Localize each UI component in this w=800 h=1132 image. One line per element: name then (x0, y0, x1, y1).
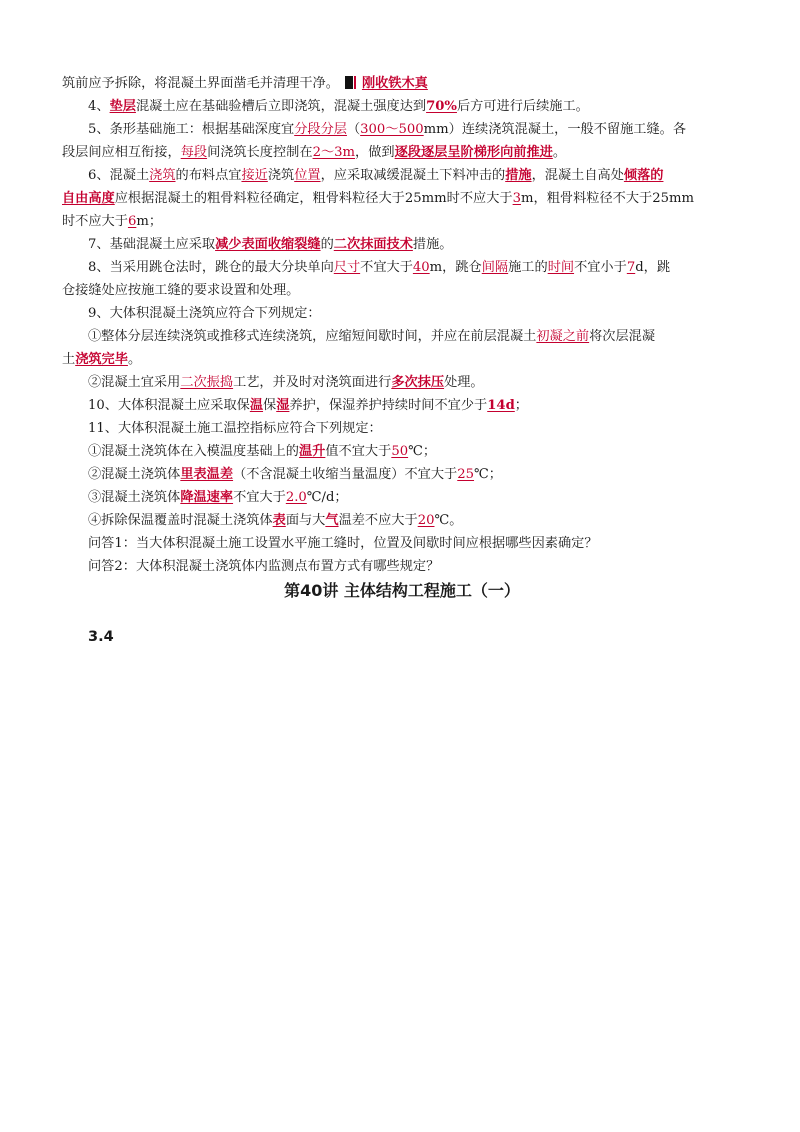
highlight-text: 浇筑完毕 (75, 352, 128, 367)
text-run: 值不宜大于 (325, 444, 392, 459)
text-line (62, 187, 742, 210)
text-line (62, 348, 742, 371)
highlight-text: 二次抹面技术 (333, 237, 413, 252)
text-run: ，应采取减缓混凝土下料冲击的 (320, 168, 506, 183)
highlight-text: 2.0 (285, 490, 307, 505)
highlight-text: 分段分层 (294, 122, 347, 137)
highlight-text: 每段 (180, 145, 208, 160)
text-run: 仓接缝处应按施工缝的要求设置和处理。 (62, 283, 300, 298)
text-run: ℃。 (434, 513, 463, 528)
red-bar-mark (354, 76, 356, 89)
text-line (62, 440, 742, 463)
text-line (62, 394, 742, 417)
text-run: 段层间应相互衔接， (62, 145, 181, 160)
text-run: 11、大体积混凝土施工温控指标应符合下列规定： (88, 421, 382, 436)
text-line (62, 164, 742, 187)
highlight-text: 20 (417, 513, 435, 528)
section-number: 3.4 (88, 629, 114, 645)
text-run: 不宜大于 (360, 260, 413, 275)
highlight-text: 2～3m (312, 145, 356, 160)
text-line (62, 325, 742, 348)
highlight-text: 自由高度 (62, 191, 115, 206)
text-run: ④拆除保温覆盖时混凝土浇筑体 (88, 513, 273, 528)
text-line (62, 279, 742, 302)
text-run: 将次层混凝 (589, 329, 656, 344)
highlight-text: 倾落的 (623, 168, 664, 183)
text-run: 8、当采用跳仓法时，跳仓的最大分块单向 (88, 260, 334, 275)
text-line (62, 486, 742, 509)
highlight-text: 里表温差 (180, 467, 234, 482)
highlight-text: 垫层 (109, 99, 136, 114)
highlight-text: 温 (249, 398, 264, 413)
text-line (62, 118, 742, 141)
highlight-text: 25 (457, 467, 475, 482)
highlight-text: 300～500 (360, 122, 424, 137)
text-run: mm）连续浇筑混凝土，一般不留施工缝。各 (423, 122, 687, 137)
text-run: ②混凝土宜采用 (88, 375, 181, 390)
highlight-text: 减少表面收缩裂缝 (215, 237, 321, 252)
text-run: 浇筑 (267, 168, 295, 183)
highlight-text: 14d (487, 398, 515, 413)
text-run: 4、 (88, 99, 110, 114)
highlight-text: 50 (391, 444, 409, 459)
highlight-text: 接近 (241, 168, 268, 183)
text-run: 措施。 (412, 237, 453, 252)
text-run: 施工的 (508, 260, 548, 275)
text-line (62, 371, 742, 394)
highlight-text: 气 (325, 513, 339, 528)
text-run: （ (346, 122, 361, 137)
text-run: 混凝土应在基础验槽后立即浇筑，混凝土强度达到 (135, 99, 427, 114)
text-line (62, 72, 742, 95)
black-square-mark (345, 76, 353, 89)
highlight-text: 降温速率 (180, 490, 234, 505)
highlight-text: 尺寸 (333, 260, 361, 275)
text-line (62, 509, 742, 532)
text-run: ②混凝土浇筑体 (88, 467, 181, 482)
text-run: ℃； (408, 444, 437, 459)
text-run: （不含混凝土收缩当量温度）不宜大于 (233, 467, 458, 482)
text-run: ③混凝土浇筑体 (88, 490, 181, 505)
text-run: ℃； (474, 467, 502, 482)
text-line (62, 256, 742, 279)
text-run: 工艺，并及时对浇筑面进行 (233, 375, 392, 390)
text-run: 7、基础混凝土应采取 (88, 237, 216, 252)
question-2 (62, 555, 742, 578)
highlight-text: 表 (272, 513, 286, 528)
highlight-text: 6 (127, 214, 137, 229)
text-run: 5、条形基础施工：根据基础深度宜 (88, 122, 295, 137)
highlight-text: 温升 (299, 444, 326, 459)
text-run: ℃/d； (306, 490, 348, 505)
text-run: 间浇筑长度控制在 (207, 145, 313, 160)
text-run: 后方可进行后续施工。 (456, 99, 589, 114)
text-run: m； (136, 214, 163, 229)
highlight-text: 40 (412, 260, 430, 275)
text-run: m，跳仓 (429, 260, 482, 275)
text-run: 处理。 (444, 375, 484, 390)
highlight-text: 湿 (276, 398, 290, 413)
document-page (62, 72, 742, 645)
highlight-text: 逐段逐层呈阶梯形向前推进 (394, 145, 553, 160)
text-run: 的布料点宜 (175, 168, 242, 183)
text-run: ，混凝土自高处 (531, 168, 624, 183)
text-line (62, 141, 742, 164)
text-line (62, 95, 742, 118)
text-run: 养护，保湿养护持续时间不宜少于 (289, 398, 488, 413)
text-run: 筑前应予拆除，将混凝土界面凿毛并清理干净。 (62, 76, 339, 91)
highlight-text: 位置 (294, 168, 321, 183)
highlight-text: 3 (512, 191, 521, 206)
highlight-text: 刚收铁木真 (361, 76, 428, 91)
lecture-heading: 第40讲 主体结构工程施工（一） (284, 581, 520, 600)
highlight-text: 间隔 (481, 260, 509, 275)
highlight-text: 7 (626, 260, 636, 275)
text-run: 问答1：当大体积混凝土施工设置水平施工缝时，位置及间歇时间应根据哪些因素确定？ (88, 536, 598, 551)
highlight-text: 70% (426, 99, 457, 114)
text-run: d，跳 (635, 260, 671, 275)
text-run: 9、大体积混凝土浇筑应符合下列规定： (88, 306, 321, 321)
text-run: 应根据混凝土的粗骨料粒径确定，粗骨料粒径大于25mm时不应大于 (114, 191, 513, 206)
text-run: ，做到 (355, 145, 395, 160)
text-run: ①整体分层连续浇筑或推移式连续浇筑，应缩短间歇时间，并应在前层混凝土 (88, 329, 537, 344)
highlight-text: 浇筑 (149, 168, 176, 183)
highlight-text: 时间 (547, 260, 575, 275)
text-run: 6、混凝土 (88, 168, 150, 183)
text-run: 不宜大于 (233, 490, 286, 505)
highlight-text: 措施 (505, 168, 532, 183)
text-run: 。 (127, 352, 142, 367)
text-run: 不宜小于 (574, 260, 627, 275)
text-run: 时不应大于 (62, 214, 128, 229)
text-line (62, 233, 742, 256)
text-line (62, 210, 742, 233)
text-run: m，粗骨料粒径不大于25mm (521, 191, 694, 206)
text-run: 问答2：大体积混凝土浇筑体内监测点布置方式有哪些规定？ (88, 559, 440, 574)
text-run: 的 (320, 237, 334, 252)
text-run: 10、大体积混凝土应采取保 (88, 398, 250, 413)
text-line (62, 417, 742, 440)
highlight-text: 多次抹压 (391, 375, 445, 390)
question-1 (62, 532, 742, 555)
text-run: 。 (552, 145, 567, 160)
text-run: 温差不应大于 (338, 513, 418, 528)
highlight-text: 初凝之前 (536, 329, 590, 344)
text-run: 面与大 (285, 513, 326, 528)
text-line (62, 302, 742, 325)
text-run: 土 (62, 352, 76, 367)
text-line (62, 463, 742, 486)
highlight-text: 二次振捣 (180, 375, 234, 390)
text-run: ①混凝土浇筑体在入模温度基础上的 (88, 444, 299, 459)
text-run: 保 (263, 398, 277, 413)
text-run: ； (514, 398, 528, 413)
